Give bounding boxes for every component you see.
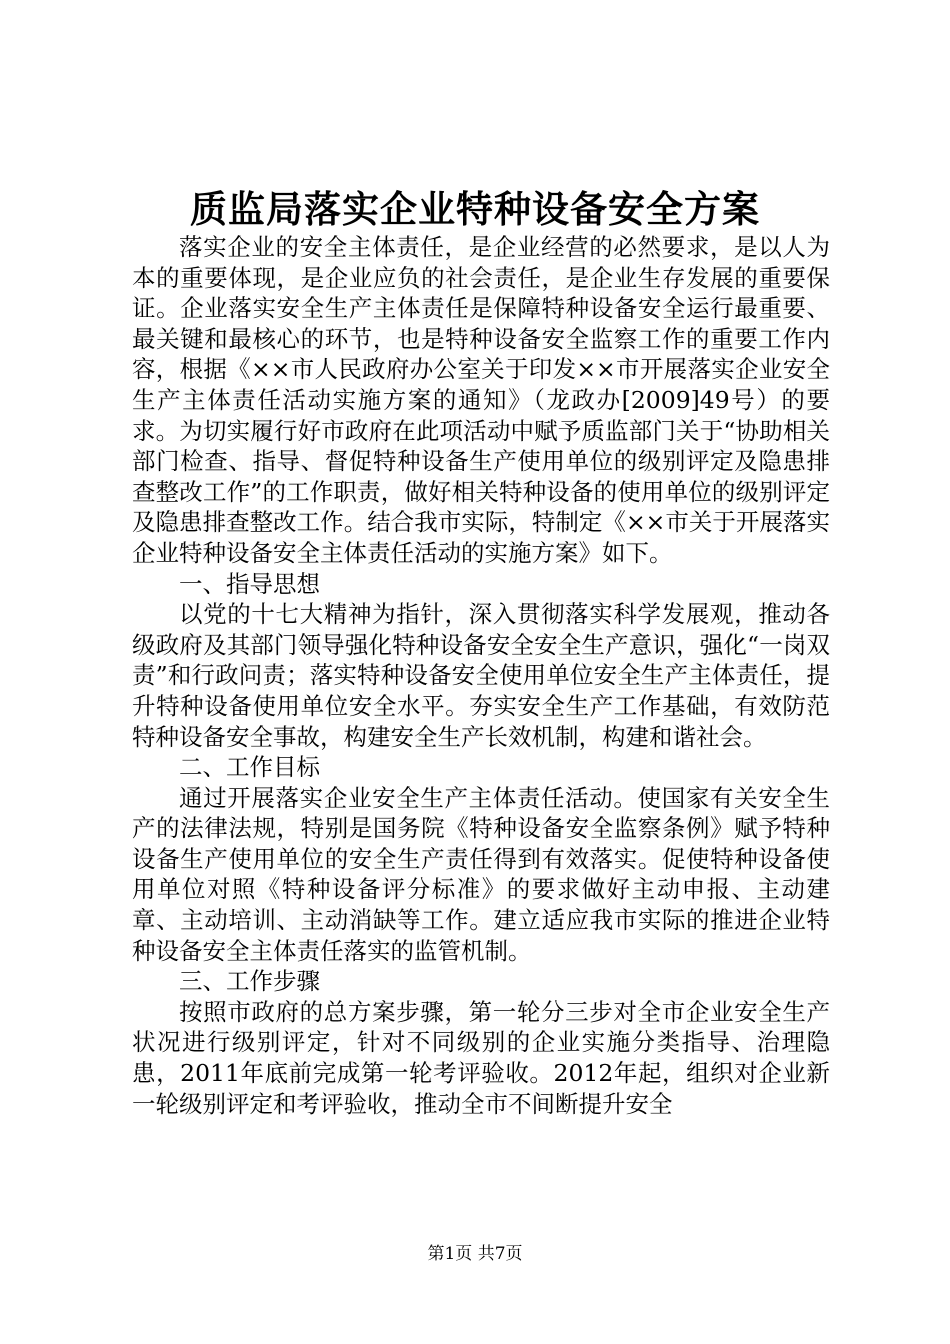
- section-heading-work-steps: 三、工作步骤: [179, 967, 320, 996]
- page-number-footer: 第1页 共7页: [427, 1244, 523, 1264]
- section-heading-work-goals: 二、工作目标: [179, 753, 320, 782]
- document-body: [132, 232, 830, 1119]
- intro-paragraph: 落实企业的安全主体责任，是企业经营的必然要求，是以人为本的重要体现，是企业应负的社会责任，是企业生存发展的重要保证。企业落实安全生产主体责任是保障特种设备安全运行最重要、最关键和最核心的环节，也是特种设备安全监察工作的重要工作内容，根据《××市人民政府办公室关于印发××市开展落实企业安全生产主体责任活动实施方案的通知》（龙政办[2009]49号）的要求。为切实履行好市政府在此项活动中赋予质监部门关于“协助相关部门检查、指导、督促特种设备生产使用单位的级别评定及隐患排查整改工作”的工作职责，做好相关特种设备的使用单位的级别评定及隐患排查整改工作。结合我市实际，特制定《××市关于开展落实企业特种设备安全主体责任活动的实施方案》如下。: [132, 233, 830, 567]
- section-heading-guiding-ideology: 一、指导思想: [179, 569, 320, 598]
- work-steps-paragraph: 按照市政府的总方案步骤，第一轮分三步对全市企业安全生产状况进行级别评定，针对不同级别的企业实施分类指导、治理隐患，2011年底前完成第一轮考评验收。2012年起，组织对企业新一轮级别评定和考评验收，推动全市不间断提升安全: [132, 997, 830, 1118]
- guiding-ideology-paragraph: 以党的十七大精神为指针，深入贯彻落实科学发展观，推动各级政府及其部门领导强化特种设备安全安全生产意识，强化“一岗双责”和行政问责；落实特种设备安全使用单位安全生产主体责任，提升特种设备使用单位安全水平。夯实安全生产工作基础，有效防范特种设备安全事故，构建安全生产长效机制，构建和谐社会。: [132, 600, 830, 751]
- work-goals-paragraph: 通过开展落实企业安全生产主体责任活动。使国家有关安全生产的法律法规，特别是国务院《特种设备安全监察条例》赋予特种设备生产使用单位的安全生产责任得到有效落实。促使特种设备使用单位对照《特种设备评分标准》的要求做好主动申报、主动建章、主动培训、主动消缺等工作。建立适应我市实际的推进企业特种设备安全主体责任落实的监管机制。: [132, 783, 830, 965]
- document-title: 质监局落实企业特种设备安全方案: [190, 187, 760, 231]
